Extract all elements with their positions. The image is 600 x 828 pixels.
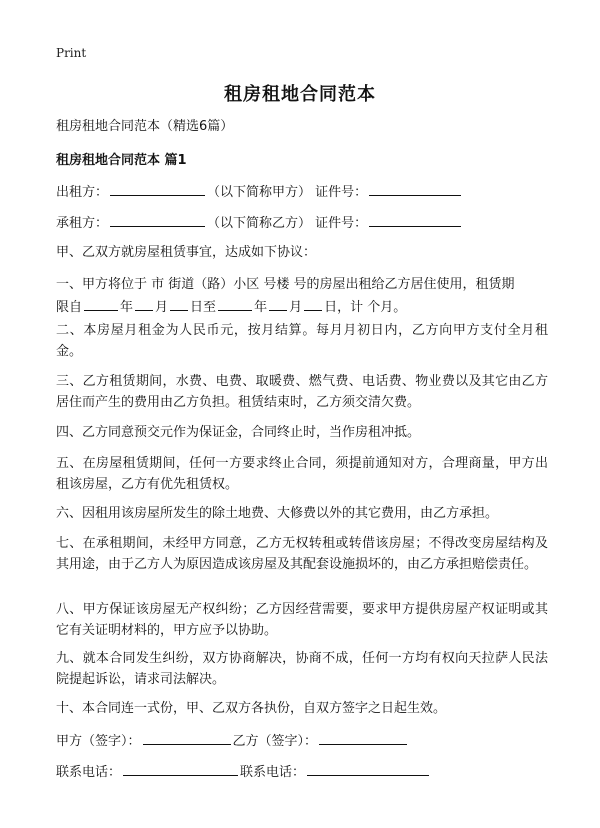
clause-5: 五、在房屋租赁期间，任何一方要求终止合同，须提前通知对方，合理商量，甲方出租该房屋，乙方有优先租赁权。 [56, 456, 548, 492]
clause-1-part: 月 [289, 300, 303, 315]
clause-9: 九、就本合同发生纠纷，双方协商解决，协商不成，任何一方均有权向天拉萨人民法院提起诉讼，请求司法解决。 [56, 651, 548, 687]
intro-text: 甲、乙双方就房屋租赁事宜，达成如下协议： [56, 245, 317, 260]
lessor-id-blank [369, 181, 461, 196]
clause-1-part: 日，计 个月。 [324, 300, 407, 315]
clause-1-part: 年 [120, 300, 134, 315]
clause-1-part: 月 [155, 300, 169, 315]
day-blank [170, 296, 188, 311]
year-blank [84, 296, 118, 311]
party-b-sign-label: 乙方（签字）： [232, 734, 318, 749]
clause-1-part: 日至 [190, 300, 217, 315]
contact-row [56, 761, 552, 783]
lessor-row [56, 181, 552, 203]
month-blank [269, 296, 287, 311]
lessee-id-blank [369, 212, 461, 227]
signature-row [56, 730, 552, 752]
clause-2: 二、本房屋月租金为人民币元，按月结算。每月月初日内，乙方向甲方支付全月租金。 [56, 323, 548, 359]
clause-7: 七、在承租期间，未经甲方同意，乙方无权转租或转借该房屋；不得改变房屋结构及其用途，由于乙方人为原因造成该房屋及其配套设施损坏的，由乙方承担赔偿责任。 [56, 536, 548, 572]
clause-1-line1: 一、甲方将位于 市 街道（路）小区 号楼 号的房屋出租给乙方居住使用，租赁期 [56, 277, 515, 292]
year-blank [218, 296, 252, 311]
clause-4: 四、乙方同意预交元作为保证金，合同终止时，当作房租冲抵。 [56, 425, 421, 440]
clause-1-part: 限自 [56, 300, 83, 315]
party-a-sign-label: 甲方（签字）： [56, 734, 141, 749]
lessor-aka: （以下简称甲方） [207, 185, 312, 200]
party-a-phone-blank [123, 761, 238, 776]
month-blank [135, 296, 153, 311]
clause-3: 三、乙方租赁期间，水费、电费、取暖费、燃气费、电话费、物业费以及其它由乙方居住而产生的费用由乙方负担。租赁结束时，乙方须交清欠费。 [56, 374, 548, 410]
lessor-id-label: 证件号： [315, 185, 368, 200]
clause-1-part: 年 [254, 300, 268, 315]
lessee-id-label: 证件号： [315, 216, 368, 231]
lessee-label: 承租方： [56, 216, 109, 231]
lessee-aka: （以下简称乙方） [207, 216, 312, 231]
party-b-phone-label: 联系电话： [240, 765, 306, 780]
clause-8: 八、甲方保证该房屋无产权纠纷；乙方因经营需要，要求甲方提供房屋产权证明或其它有关证明材料的，甲方应予以协助。 [56, 602, 548, 638]
lessor-name-blank [110, 181, 205, 196]
party-b-phone-blank [307, 761, 429, 776]
clause-10: 十、本合同连一式份，甲、乙双方各执份，自双方签字之日起生效。 [56, 701, 447, 716]
lessee-name-blank [110, 212, 205, 227]
lessor-label: 出租方： [56, 185, 109, 200]
party-b-sign-blank [319, 730, 407, 745]
document-subtitle: 租房租地合同范本（精选6篇） [56, 119, 234, 134]
section-heading: 租房租地合同范本 篇1 [56, 153, 187, 168]
day-blank [304, 296, 322, 311]
clause-1-line2 [56, 296, 552, 318]
party-a-sign-blank [143, 730, 231, 745]
party-a-phone-label: 联系电话： [56, 765, 122, 780]
document-title: 租房租地合同范本 [224, 84, 376, 105]
clause-6: 六、因租用该房屋所发生的除土地费、大修费以外的其它费用，由乙方承担。 [56, 506, 499, 521]
print-link[interactable]: Print [56, 46, 87, 60]
lessee-row [56, 212, 552, 234]
